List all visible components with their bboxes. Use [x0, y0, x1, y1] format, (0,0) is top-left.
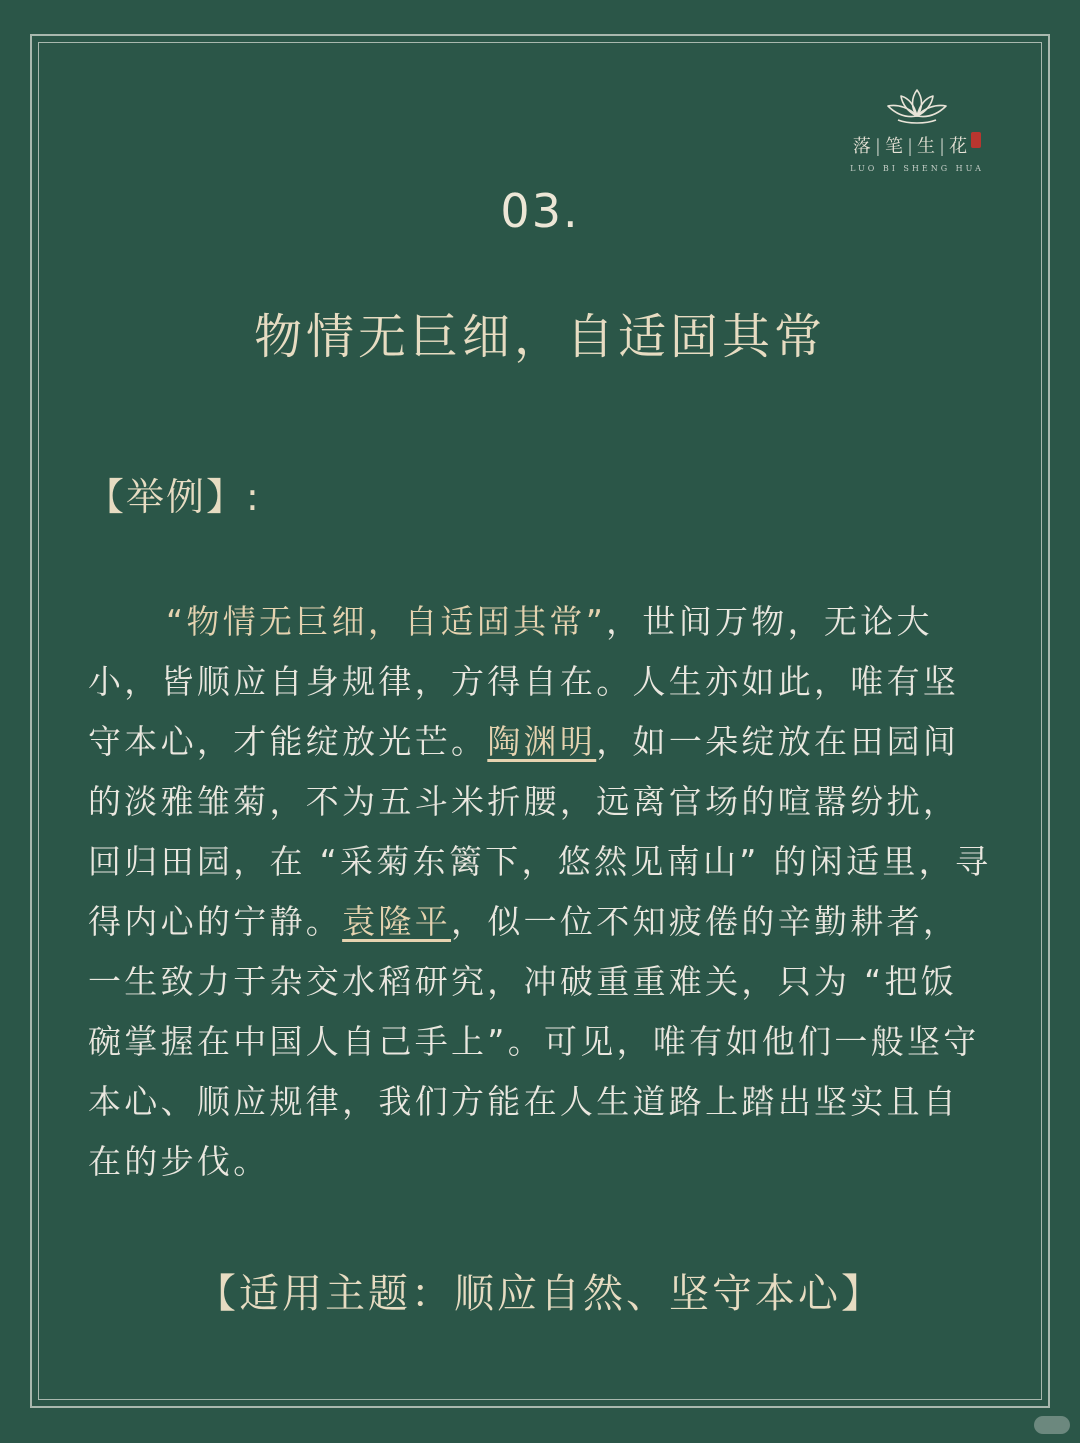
logo-char: 落 — [852, 136, 873, 157]
link-yuan-longping[interactable]: 袁隆平 — [342, 902, 452, 941]
example-paragraph — [88, 592, 993, 1192]
lotus-icon — [884, 86, 950, 126]
logo-char: 笔 — [884, 136, 905, 157]
logo-romanization: LUO BI SHENG HUA — [850, 164, 984, 173]
example-label: 【举例】: — [86, 475, 261, 519]
section-number: 03. — [500, 184, 580, 238]
poem-quote: “物情无巨细，自适固其常” — [166, 602, 607, 641]
section-title: 物情无巨细，自适固其常 — [253, 309, 826, 365]
paragraph-text: ，似一位不知疲倦的辛勤耕者，一生致力于杂交水稻研究，冲破重重难关，只为 “把饭碗掌握在中国人自己手上”。可见，唯有如他们一般坚守本心、顺应规律，我们方能在人生道路上踏出坚实且自在的步伐。 — [88, 902, 980, 1181]
paragraph-text: ，世间万物，无论大小，皆顺应自身规律，方得自在。人生亦如此，唯有坚守本心，才能绽放光芒。 — [88, 602, 960, 761]
applicable-theme: 【适用主题：顺应自然、坚守本心】 — [196, 1271, 884, 1317]
watermark-badge — [1034, 1416, 1070, 1434]
link-tao-yuanming[interactable]: 陶渊明 — [487, 722, 597, 761]
paragraph-text: ，如一朵绽放在田园间的淡雅雏菊，不为五斗米折腰，远离官场的喧嚣纷扰，回归田园，在 “采菊东篱下，悠然见南山” 的闲适里，寻得内心的宁静。 — [88, 722, 992, 941]
brand-logo — [842, 86, 992, 186]
logo-name: 落 | 笔 | 生 | 花 — [842, 132, 992, 158]
logo-char: 花 — [949, 136, 970, 157]
seal-stamp — [971, 132, 981, 148]
logo-char: 生 — [917, 136, 938, 157]
